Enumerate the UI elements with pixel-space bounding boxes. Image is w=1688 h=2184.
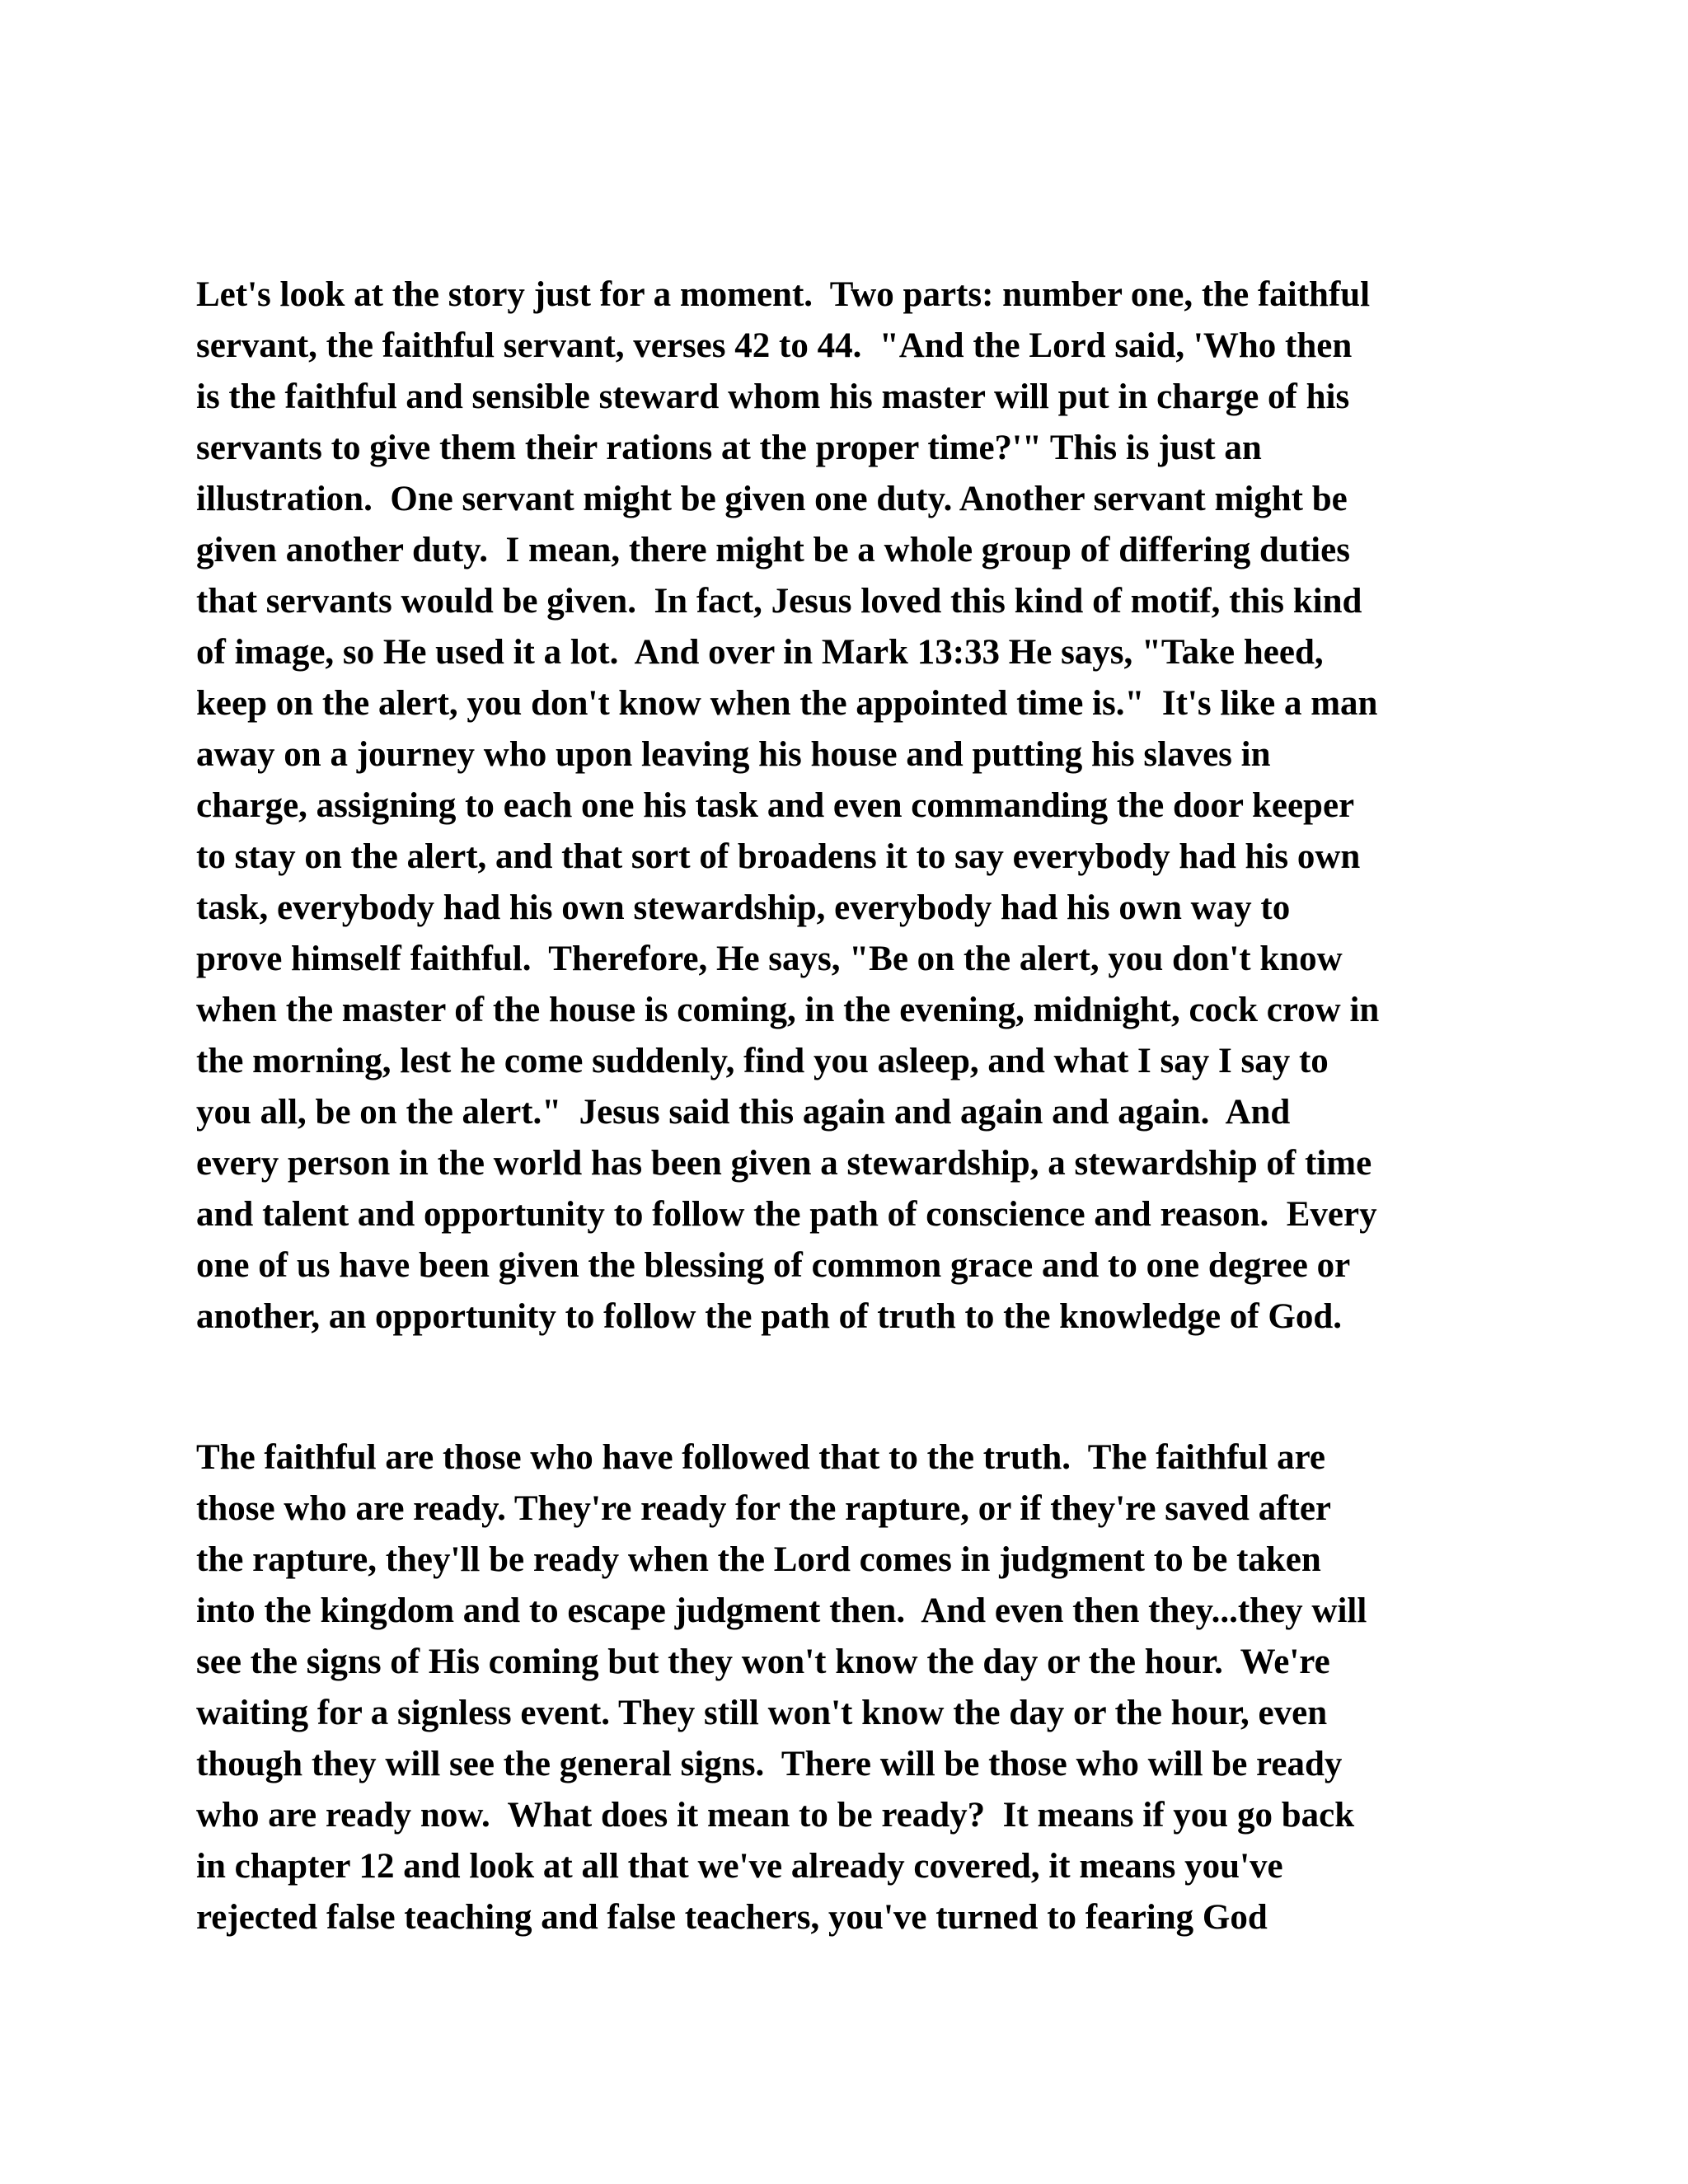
text-line: another, an opportunity to follow the path of truth to the knowledge of God. — [196, 1297, 1343, 1336]
text-line: those who are ready. They're ready for the rapture, or if they're saved after — [196, 1489, 1332, 1528]
text-line: of image, so He used it a lot. And over in Mark 13:33 He says, "Take heed, — [196, 633, 1324, 672]
text-line: the rapture, they'll be ready when the Lord comes in judgment to be taken — [196, 1540, 1321, 1579]
text-line: the morning, lest he come suddenly, find you asleep, and what I say I say to — [196, 1042, 1329, 1080]
text-line: away on a journey who upon leaving his house and putting his slaves in — [196, 735, 1271, 774]
text-line: waiting for a signless event. They still won't know the day or the hour, even — [196, 1694, 1328, 1732]
text-line: servants to give them their rations at the proper time?'" This is just an — [196, 429, 1262, 467]
text-line: one of us have been given the blessing of common grace and to one degree or — [196, 1246, 1351, 1285]
text-line: The faithful are those who have followed that to the truth. The faithful are — [196, 1438, 1326, 1477]
text-line: charge, assigning to each one his task and even commanding the door keeper — [196, 786, 1355, 825]
text-line: you all, be on the alert." Jesus said this again and again and again. And — [196, 1093, 1291, 1132]
text-line: prove himself faithful. Therefore, He says, "Be on the alert, you don't know — [196, 940, 1343, 978]
paragraph-faithful-servant — [196, 269, 1531, 1343]
text-line: to stay on the alert, and that sort of broadens it to say everybody had his own — [196, 837, 1361, 876]
text-line: in chapter 12 and look at all that we've already covered, it means you've — [196, 1847, 1283, 1886]
text-line: task, everybody had his own stewardship, everybody had his own way to — [196, 888, 1291, 927]
text-line: rejected false teaching and false teachers, you've turned to fearing God — [196, 1898, 1268, 1937]
text-line: that servants would be given. In fact, Jesus loved this kind of motif, this kind — [196, 582, 1362, 621]
text-line: given another duty. I mean, there might be a whole group of differing duties — [196, 531, 1350, 569]
text-line: when the master of the house is coming, in the evening, midnight, cock crow in — [196, 991, 1380, 1029]
text-line: Let's look at the story just for a moment. Two parts: number one, the faithful — [196, 275, 1371, 314]
text-line: keep on the alert, you don't know when the appointed time is." It's like a man — [196, 684, 1378, 723]
text-line: every person in the world has been given a stewardship, a stewardship of time — [196, 1144, 1372, 1183]
text-line: who are ready now. What does it mean to be ready? It means if you go back — [196, 1796, 1355, 1835]
text-line: see the signs of His coming but they won't know the day or the hour. We're — [196, 1643, 1330, 1681]
text-line: into the kingdom and to escape judgment then. And even then they...they will — [196, 1591, 1367, 1630]
paragraph-the-faithful-are-ready — [196, 1432, 1531, 1943]
text-line: and talent and opportunity to follow the path of conscience and reason. Every — [196, 1195, 1377, 1234]
text-line: though they will see the general signs. There will be those who will be ready — [196, 1745, 1343, 1783]
text-line: is the faithful and sensible steward whom his master will put in charge of his — [196, 377, 1350, 416]
text-line: servant, the faithful servant, verses 42 to 44. "And the Lord said, 'Who then — [196, 326, 1353, 365]
text-line: illustration. One servant might be given one duty. Another servant might be — [196, 480, 1348, 518]
